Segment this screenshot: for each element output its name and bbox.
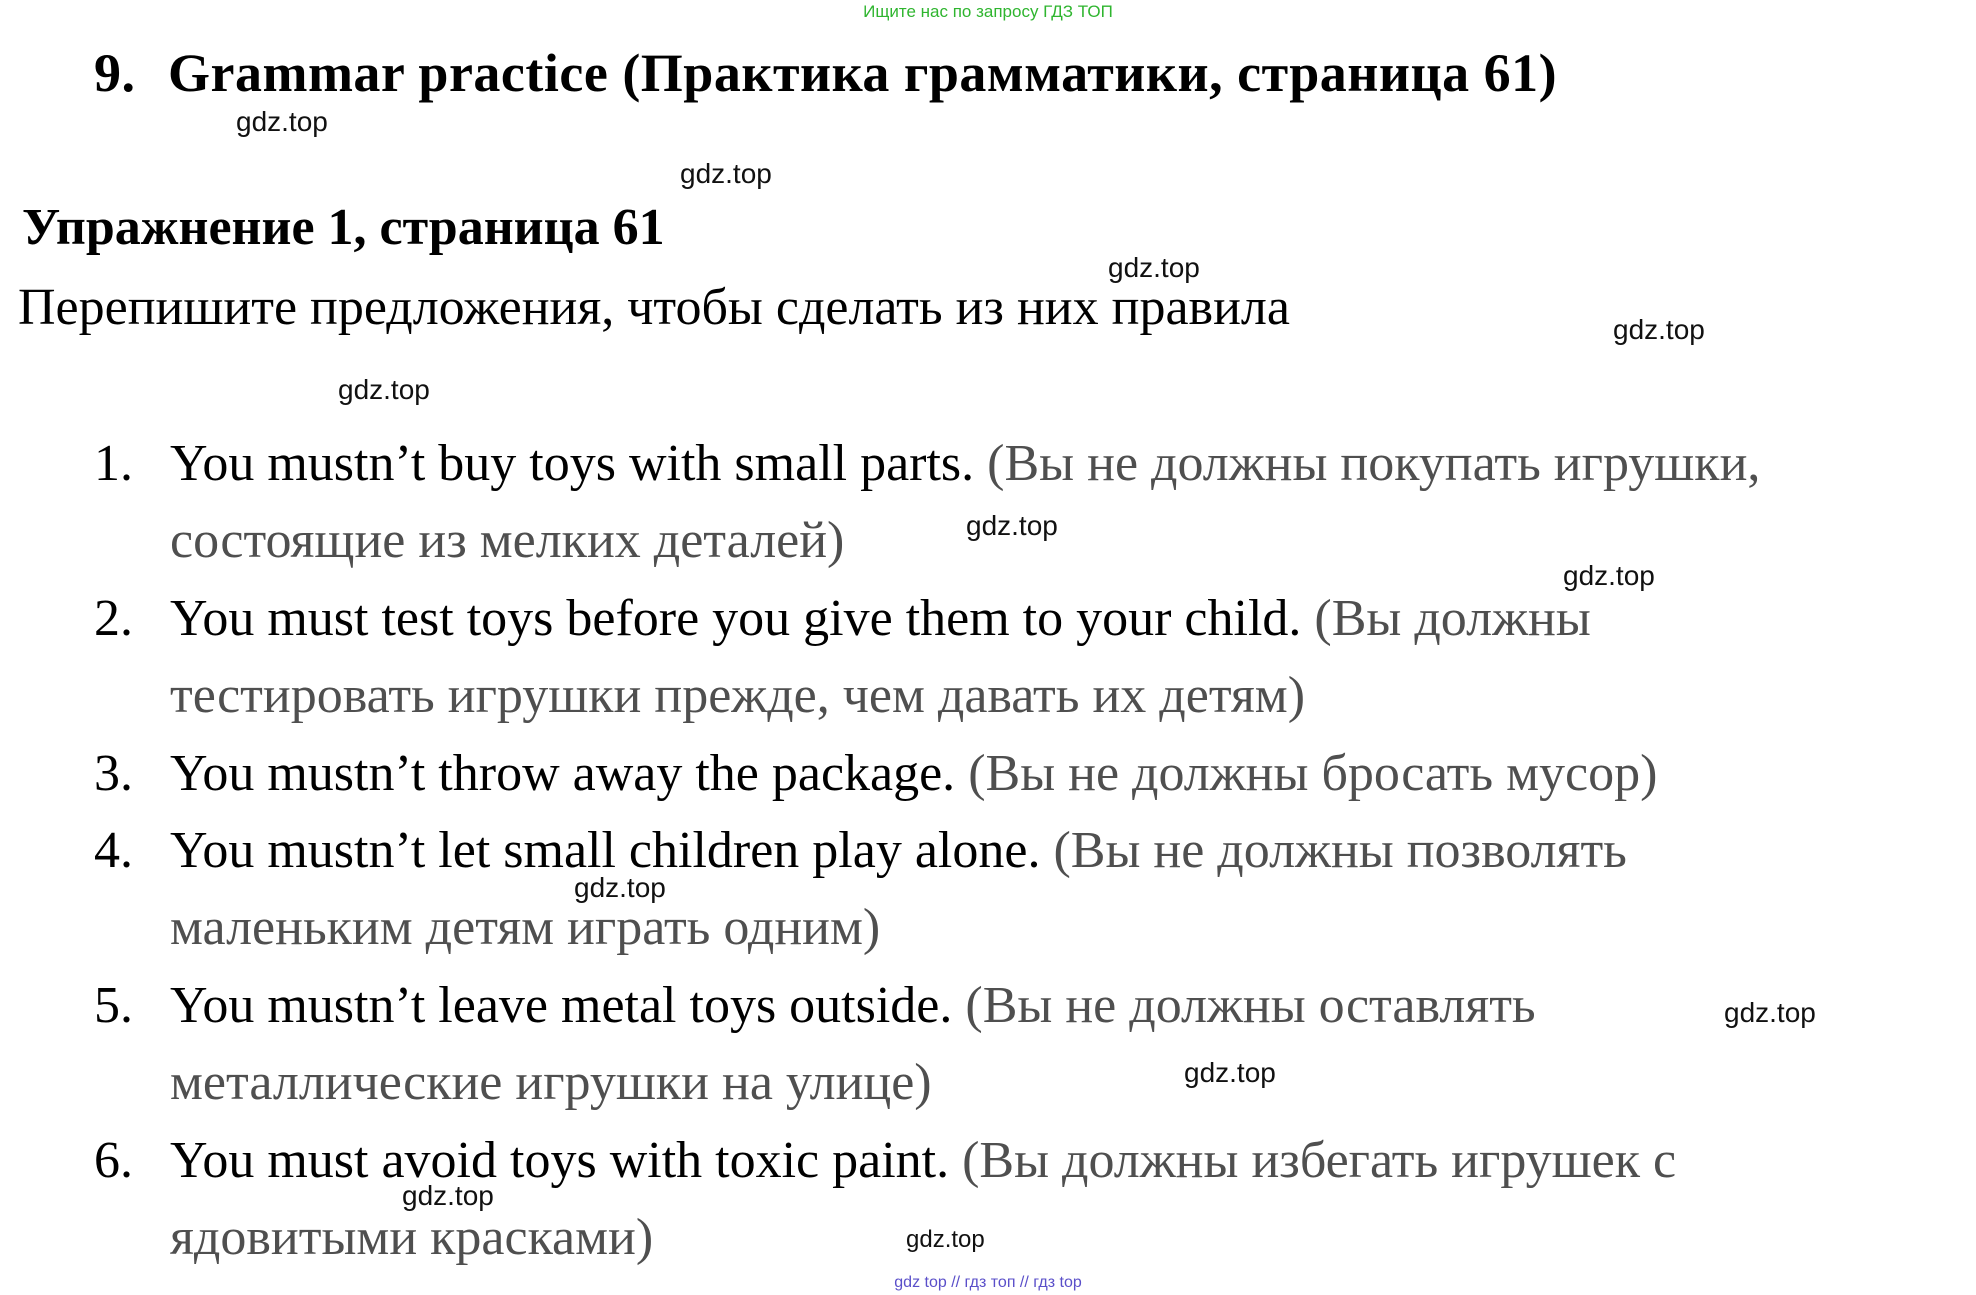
watermark: gdz.top	[236, 106, 328, 137]
list-item	[0, 735, 1976, 812]
item-translation: (Вы не должны оставлять	[965, 977, 1536, 1034]
section-number: 9.	[94, 43, 136, 103]
list-item	[0, 425, 1976, 580]
item-number: 3.	[94, 745, 133, 802]
item-translation-cont: маленьким детям играть одним)	[170, 899, 881, 956]
item-number: 1.	[94, 435, 133, 492]
list-item	[0, 967, 1976, 1122]
item-body	[170, 580, 1970, 734]
section-title-text: Grammar practice (Практика грамматики, страница 61)	[168, 43, 1558, 103]
instruction-text: Перепишите предложения, чтобы сделать из них правила	[18, 279, 1290, 336]
item-number: 4.	[94, 822, 133, 879]
item-translation: (Вы должны	[1314, 590, 1591, 647]
watermark: gdz.top	[1108, 252, 1200, 283]
section-title	[94, 42, 1557, 104]
watermark: gdz.top	[906, 1226, 985, 1253]
watermark: gdz.top	[1184, 1057, 1276, 1088]
item-english: You must avoid toys with toxic paint.	[170, 1132, 950, 1189]
exercise-title: Упражнение 1, страница 61	[22, 199, 665, 256]
item-translation: (Вы не должны бросать мусор)	[968, 745, 1658, 802]
item-translation-cont: ядовитыми красками)	[170, 1209, 654, 1266]
item-translation: (Вы не должны покупать игрушки,	[987, 435, 1761, 492]
answer-list	[0, 425, 1976, 1277]
watermark: gdz.top	[966, 510, 1058, 541]
item-translation: (Вы должны избегать игрушек с	[962, 1132, 1677, 1189]
item-translation: (Вы не должны позволять	[1053, 822, 1627, 879]
watermark: gdz.top	[680, 158, 772, 189]
item-number: 2.	[94, 590, 133, 647]
watermark: gdz.top	[1724, 997, 1816, 1028]
item-english: You mustn’t throw away the package.	[170, 745, 956, 802]
list-item	[0, 580, 1976, 735]
item-english: You mustn’t leave metal toys outside.	[170, 977, 953, 1034]
item-number: 6.	[94, 1132, 133, 1189]
item-body	[170, 967, 1970, 1121]
item-english: You must test toys before you give them to your child.	[170, 590, 1302, 647]
top-banner: Ищите нас по запросу ГДЗ ТОП	[863, 2, 1113, 21]
item-body	[170, 735, 1970, 812]
item-body	[170, 812, 1970, 966]
list-item	[0, 812, 1976, 967]
item-translation-cont: тестировать игрушки прежде, чем давать их детям)	[170, 667, 1306, 724]
list-item	[0, 1122, 1976, 1277]
footer-links: gdz top // гдз топ // гдз top	[894, 1274, 1082, 1291]
watermark: gdz.top	[1563, 560, 1655, 591]
item-number: 5.	[94, 977, 133, 1034]
watermark: gdz.top	[338, 374, 430, 405]
watermark: gdz.top	[1613, 314, 1705, 345]
item-english: You mustn’t buy toys with small parts.	[170, 435, 975, 492]
item-translation-cont: состоящие из мелких деталей)	[170, 512, 845, 569]
watermark: gdz.top	[402, 1180, 494, 1211]
item-translation-cont: металлические игрушки на улице)	[170, 1054, 932, 1111]
item-body	[170, 425, 1970, 579]
watermark: gdz.top	[574, 872, 666, 903]
item-english: You mustn’t let small children play alone.	[170, 822, 1041, 879]
